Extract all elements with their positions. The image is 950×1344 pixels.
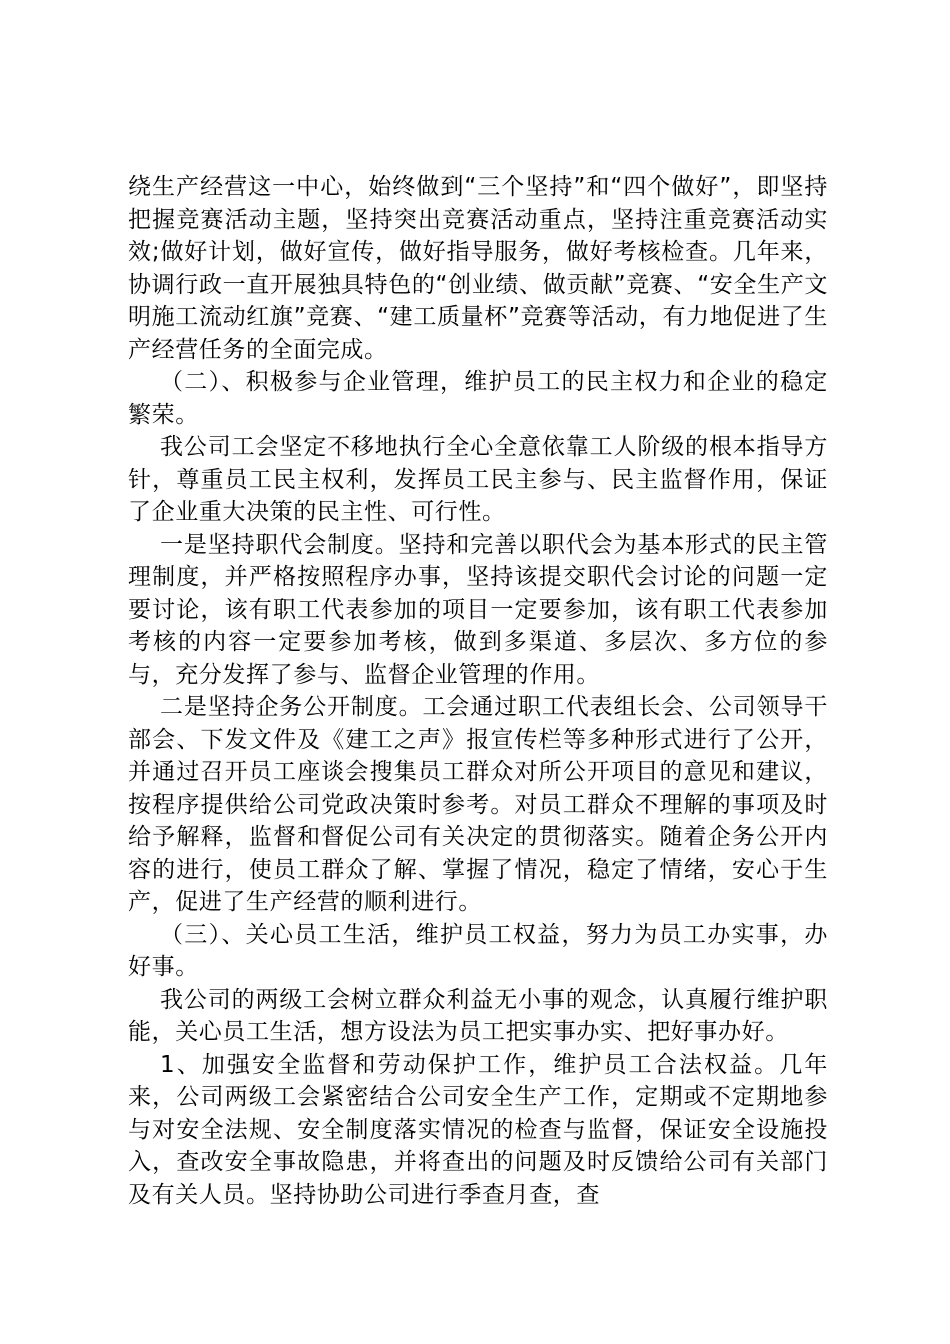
paragraph: 1、加强安全监督和劳动保护工作，维护员工合法权益。几年来，公司两级工会紧密结合公司安全生产工作，定期或不定期地参与对安全法规、安全制度落实情况的检查与监督，保证安全设施投入，查改安全事故隐患，并将查出的问题及时反馈给公司有关部门及有关人员。坚持协助公司进行季查月查，查 bbox=[128, 1051, 828, 1208]
paragraph-continuation: 绕生产经营这一中心，始终做到“三个坚持”和“四个做好”，即坚持把握竞赛活动主题，坚持突出竞赛活动重点，坚持注重竞赛活动实效;做好计划，做好宣传，做好指导服务，做好考核检查。几年来，协调行政一直开展独具特色的“创业绩、做贡献”竞赛、“安全生产文明施工流动红旗”竞赛、“建工质量杯”竞赛等活动，有力地促进了生产经营任务的全面完成。 bbox=[128, 174, 828, 363]
section-heading-2: （二）、积极参与企业管理，维护员工的民主权力和企业的稳定繁荣。 bbox=[128, 369, 828, 428]
document-body bbox=[128, 171, 828, 1211]
paragraph: 二是坚持企务公开制度。工会通过职工代表组长会、公司领导干部会、下发文件及《建工之声》报宣传栏等多种形式进行了公开，并通过召开员工座谈会搜集员工群众对所公开项目的意见和建议，按程序提供给公司党政决策时参考。对员工群众不理解的事项及时给予解释，监督和督促公司有关决定的贯彻落实。随着企务公开内容的进行，使员工群众了解、掌握了情况，稳定了情绪，安心于生产，促进了生产经营的顺利进行。 bbox=[128, 694, 828, 915]
paragraph: 一是坚持职代会制度。坚持和完善以职代会为基本形式的民主管理制度，并严格按照程序办事，坚持该提交职代会讨论的问题一定要讨论，该有职工代表参加的项目一定要参加，该有职工代表参加考核的内容一定要参加考核，做到多渠道、多层次、多方位的参与，充分发挥了参与、监督企业管理的作用。 bbox=[128, 531, 828, 688]
paragraph: 我公司工会坚定不移地执行全心全意依靠工人阶级的根本指导方针，尊重员工民主权利，发挥员工民主参与、民主监督作用，保证了企业重大决策的民主性、可行性。 bbox=[128, 434, 828, 525]
paragraph: 我公司的两级工会树立群众利益无小事的观念，认真履行维护职能，关心员工生活，想方设法为员工把实事办实、把好事办好。 bbox=[128, 986, 828, 1045]
section-heading-3: （三）、关心员工生活，维护员工权益，努力为员工办实事，办好事。 bbox=[128, 921, 828, 980]
